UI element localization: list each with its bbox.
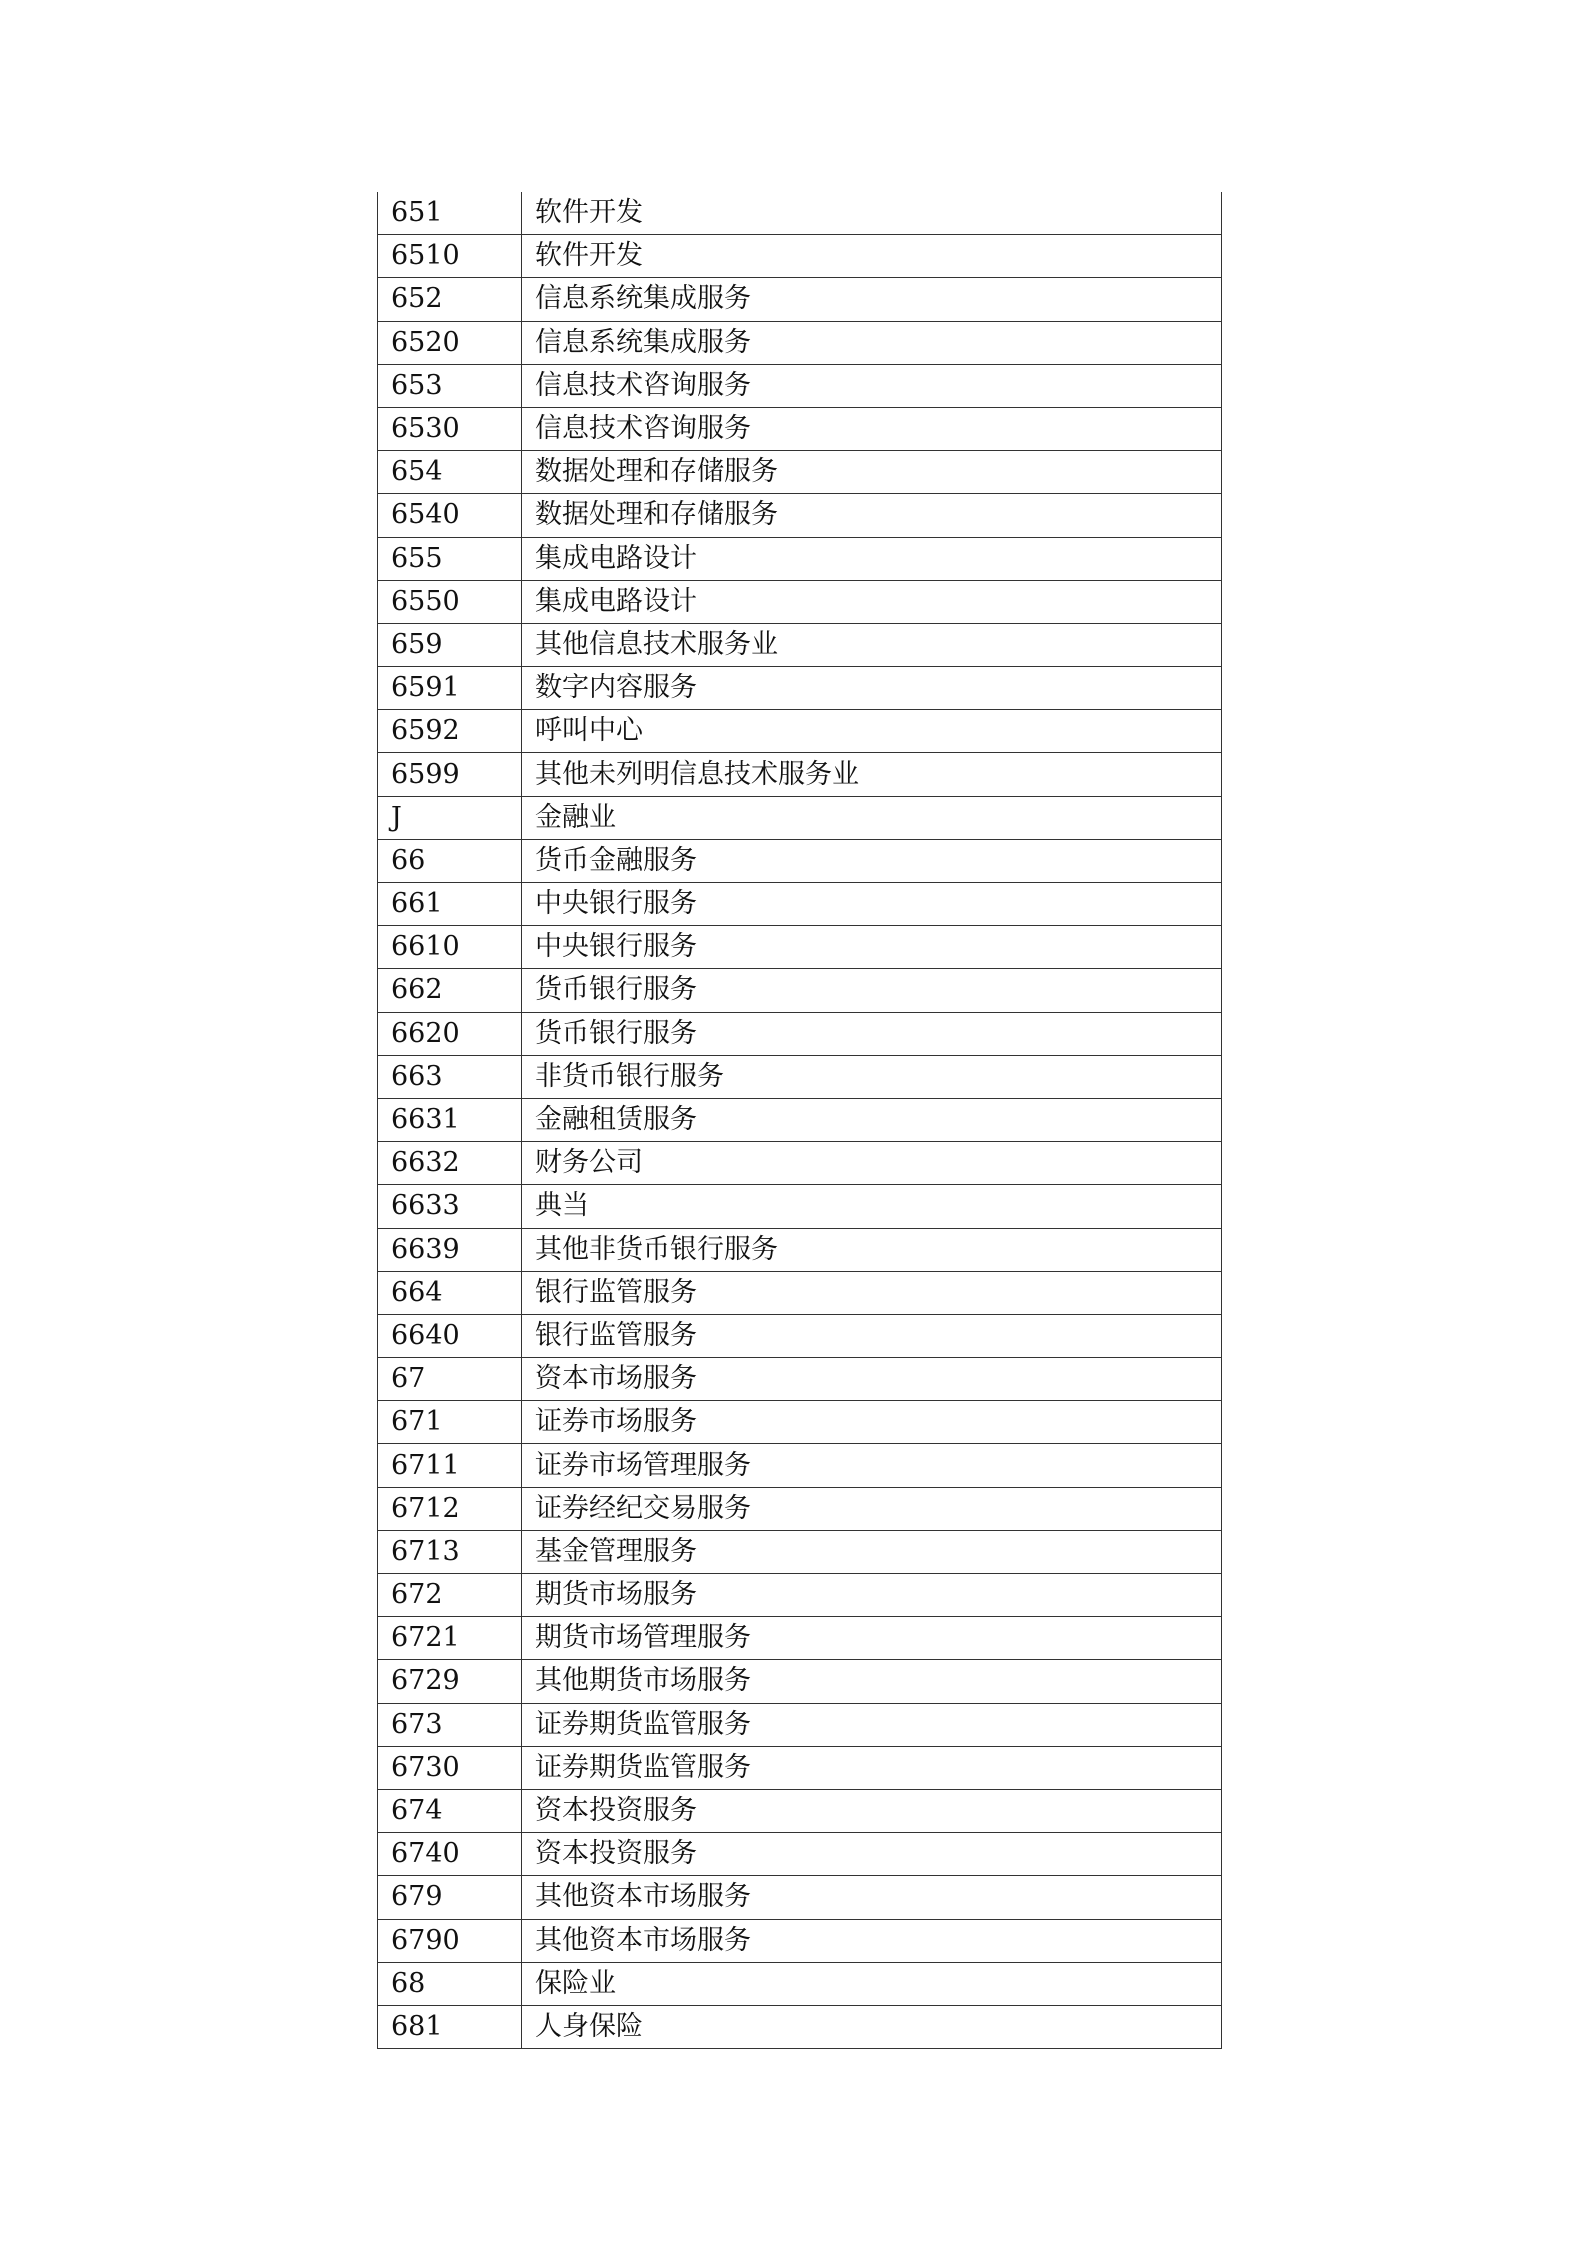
category-name-cell: 资本市场服务: [522, 1358, 1222, 1401]
category-name-cell: 银行监管服务: [522, 1271, 1222, 1314]
code-cell: 6530: [378, 407, 522, 450]
table-row: [378, 1962, 1222, 2005]
table-row: [378, 1185, 1222, 1228]
table-row: [378, 1876, 1222, 1919]
category-name-cell: 集成电路设计: [522, 537, 1222, 580]
table-row: [378, 1314, 1222, 1357]
table-row: [378, 753, 1222, 796]
code-cell: 654: [378, 451, 522, 494]
category-name-cell: 保险业: [522, 1962, 1222, 2005]
code-cell: 6633: [378, 1185, 522, 1228]
code-cell: 67: [378, 1358, 522, 1401]
code-cell: 66: [378, 839, 522, 882]
table-row: [378, 1660, 1222, 1703]
table-row: [378, 667, 1222, 710]
code-cell: 673: [378, 1703, 522, 1746]
table-row: [378, 1746, 1222, 1789]
category-name-cell: 其他资本市场服务: [522, 1876, 1222, 1919]
code-cell: 6639: [378, 1228, 522, 1271]
code-cell: 681: [378, 2005, 522, 2048]
category-name-cell: 金融租赁服务: [522, 1098, 1222, 1141]
category-name-cell: 中央银行服务: [522, 926, 1222, 969]
table-row: [378, 839, 1222, 882]
category-name-cell: 银行监管服务: [522, 1314, 1222, 1357]
table-row: [378, 537, 1222, 580]
table-row: [378, 969, 1222, 1012]
code-cell: 6640: [378, 1314, 522, 1357]
category-name-cell: 信息系统集成服务: [522, 278, 1222, 321]
category-name-cell: 其他信息技术服务业: [522, 623, 1222, 666]
table-row: [378, 883, 1222, 926]
category-name-cell: 金融业: [522, 796, 1222, 839]
code-cell: 661: [378, 883, 522, 926]
table-row: [378, 192, 1222, 235]
code-cell: 6632: [378, 1142, 522, 1185]
code-cell: 6631: [378, 1098, 522, 1141]
code-cell: 671: [378, 1401, 522, 1444]
category-name-cell: 资本投资服务: [522, 1833, 1222, 1876]
code-cell: 652: [378, 278, 522, 321]
category-name-cell: 软件开发: [522, 192, 1222, 235]
category-name-cell: 资本投资服务: [522, 1789, 1222, 1832]
table-row: [378, 235, 1222, 278]
category-name-cell: 证券期货监管服务: [522, 1703, 1222, 1746]
code-cell: 6610: [378, 926, 522, 969]
category-name-cell: 数据处理和存储服务: [522, 451, 1222, 494]
category-name-cell: 货币金融服务: [522, 839, 1222, 882]
category-name-cell: 基金管理服务: [522, 1530, 1222, 1573]
code-cell: 6721: [378, 1617, 522, 1660]
table-row: [378, 1358, 1222, 1401]
category-name-cell: 证券期货监管服务: [522, 1746, 1222, 1789]
code-cell: 6740: [378, 1833, 522, 1876]
category-name-cell: 中央银行服务: [522, 883, 1222, 926]
table-row: [378, 623, 1222, 666]
code-cell: 6711: [378, 1444, 522, 1487]
category-name-cell: 典当: [522, 1185, 1222, 1228]
code-cell: 68: [378, 1962, 522, 2005]
code-cell: 6599: [378, 753, 522, 796]
category-name-cell: 信息技术咨询服务: [522, 407, 1222, 450]
table-row: [378, 1703, 1222, 1746]
industry-code-table: [377, 192, 1222, 2049]
category-name-cell: 非货币银行服务: [522, 1055, 1222, 1098]
category-name-cell: 信息系统集成服务: [522, 321, 1222, 364]
code-cell: 6712: [378, 1487, 522, 1530]
code-cell: 655: [378, 537, 522, 580]
category-name-cell: 证券市场服务: [522, 1401, 1222, 1444]
table-row: [378, 1530, 1222, 1573]
table-row: [378, 1487, 1222, 1530]
table-row: [378, 494, 1222, 537]
category-name-cell: 集成电路设计: [522, 580, 1222, 623]
code-cell: 672: [378, 1574, 522, 1617]
table-row: [378, 407, 1222, 450]
code-cell: 6550: [378, 580, 522, 623]
table-row: [378, 1401, 1222, 1444]
table-row: [378, 2005, 1222, 2048]
category-name-cell: 货币银行服务: [522, 1012, 1222, 1055]
industry-code-table-wrap: [377, 192, 1221, 2049]
category-name-cell: 其他未列明信息技术服务业: [522, 753, 1222, 796]
category-name-cell: 期货市场管理服务: [522, 1617, 1222, 1660]
code-cell: 674: [378, 1789, 522, 1832]
code-cell: 6790: [378, 1919, 522, 1962]
table-row: [378, 321, 1222, 364]
category-name-cell: 货币银行服务: [522, 969, 1222, 1012]
category-name-cell: 人身保险: [522, 2005, 1222, 2048]
code-cell: 6540: [378, 494, 522, 537]
category-name-cell: 证券经纪交易服务: [522, 1487, 1222, 1530]
table-row: [378, 1574, 1222, 1617]
category-name-cell: 其他期货市场服务: [522, 1660, 1222, 1703]
table-row: [378, 1271, 1222, 1314]
table-row: [378, 796, 1222, 839]
table-row: [378, 278, 1222, 321]
code-cell: 6713: [378, 1530, 522, 1573]
table-row: [378, 451, 1222, 494]
code-cell: 6620: [378, 1012, 522, 1055]
table-row: [378, 1228, 1222, 1271]
category-name-cell: 其他资本市场服务: [522, 1919, 1222, 1962]
table-row: [378, 1833, 1222, 1876]
table-row: [378, 710, 1222, 753]
category-name-cell: 数字内容服务: [522, 667, 1222, 710]
table-row: [378, 580, 1222, 623]
code-cell: 662: [378, 969, 522, 1012]
code-cell: 6510: [378, 235, 522, 278]
table-row: [378, 1789, 1222, 1832]
table-row: [378, 1012, 1222, 1055]
category-name-cell: 期货市场服务: [522, 1574, 1222, 1617]
category-name-cell: 软件开发: [522, 235, 1222, 278]
table-row: [378, 1919, 1222, 1962]
code-cell: 6729: [378, 1660, 522, 1703]
category-name-cell: 证券市场管理服务: [522, 1444, 1222, 1487]
code-cell: 6730: [378, 1746, 522, 1789]
code-cell: 659: [378, 623, 522, 666]
category-name-cell: 呼叫中心: [522, 710, 1222, 753]
table-body: [378, 192, 1222, 2049]
code-cell: 653: [378, 364, 522, 407]
code-cell: 663: [378, 1055, 522, 1098]
category-name-cell: 其他非货币银行服务: [522, 1228, 1222, 1271]
code-cell: 679: [378, 1876, 522, 1919]
table-row: [378, 1098, 1222, 1141]
table-row: [378, 926, 1222, 969]
table-row: [378, 1142, 1222, 1185]
category-name-cell: 数据处理和存储服务: [522, 494, 1222, 537]
table-row: [378, 1617, 1222, 1660]
code-cell: 664: [378, 1271, 522, 1314]
table-row: [378, 1055, 1222, 1098]
code-cell: 651: [378, 192, 522, 235]
category-name-cell: 信息技术咨询服务: [522, 364, 1222, 407]
code-cell: 6520: [378, 321, 522, 364]
category-name-cell: 财务公司: [522, 1142, 1222, 1185]
table-row: [378, 364, 1222, 407]
code-cell: J: [378, 796, 522, 839]
table-row: [378, 1444, 1222, 1487]
code-cell: 6591: [378, 667, 522, 710]
code-cell: 6592: [378, 710, 522, 753]
